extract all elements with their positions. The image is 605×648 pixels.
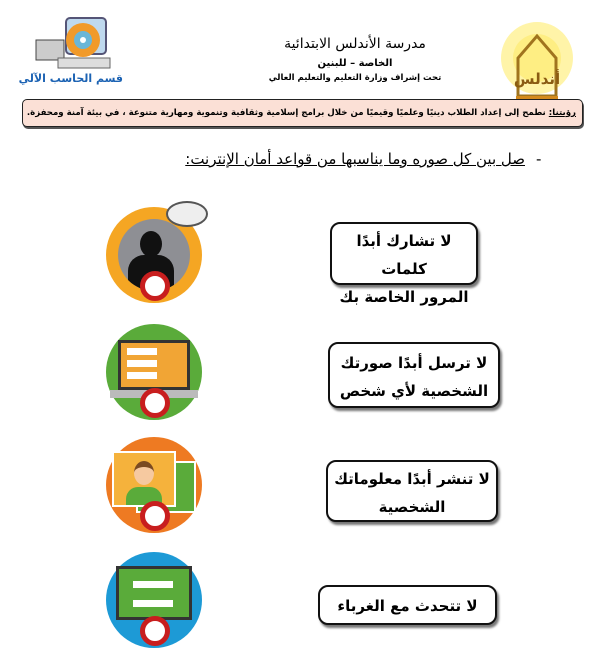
profile-photo-icon: [112, 451, 176, 507]
supervision-text: تحت إشراف وزارة التعليم والتعليم العالي: [268, 73, 442, 83]
left-logo-text: قسم الحاسب الآلي: [18, 72, 123, 85]
rule-line: الشخصية لأي شخص: [339, 382, 489, 400]
rule-card-photos[interactable]: [328, 342, 500, 408]
school-name: مدرسة الأندلس الابتدائية: [284, 36, 426, 52]
rule-card-strangers[interactable]: [318, 585, 497, 625]
rule-line: لا تنشر أبدًا معلوماتك: [334, 470, 490, 488]
vision-text: نطمح إلى إعداد الطلاب دينيًا وعلميًا وقيميًا من خلال برامج إسلامية وثقافية وتنموية ومهارية متنوعة ، في بيئة آمنة ومحفزة.: [26, 108, 546, 118]
computer-department-logo: [18, 12, 123, 94]
rule-line: لا تشارك أبدًا كلمات: [356, 232, 452, 278]
picture-personal-info-form[interactable]: [106, 324, 202, 420]
andalus-school-logo: [498, 18, 576, 104]
rule-line: لا تتحدث مع الغرباء: [337, 597, 478, 615]
vision-label: رؤيتنا:: [548, 108, 576, 118]
question-instruction: صل بين كل صوره وما يناسبها من قواعد أمان الإنترنت:: [185, 150, 525, 168]
laptop-form-icon: [118, 340, 190, 390]
picture-stranger-chat[interactable]: [106, 207, 202, 303]
question-bullet: -: [536, 150, 542, 168]
vision-box: [22, 99, 583, 127]
rule-line: لا ترسل أبدًا صورتك: [340, 354, 488, 372]
rule-card-passwords[interactable]: [330, 222, 478, 306]
picture-password-login[interactable]: [106, 552, 202, 648]
picture-personal-photo[interactable]: [106, 437, 202, 533]
rule-line: الشخصية: [378, 498, 446, 516]
svg-text:أندلس: أندلس: [513, 70, 561, 88]
rule-line: المرور الخاصة بك: [339, 288, 469, 306]
rule-card-personal-info[interactable]: [326, 460, 498, 522]
login-password-icon: [116, 566, 192, 620]
school-subtitle: الخاصة – للبنين: [317, 58, 393, 69]
